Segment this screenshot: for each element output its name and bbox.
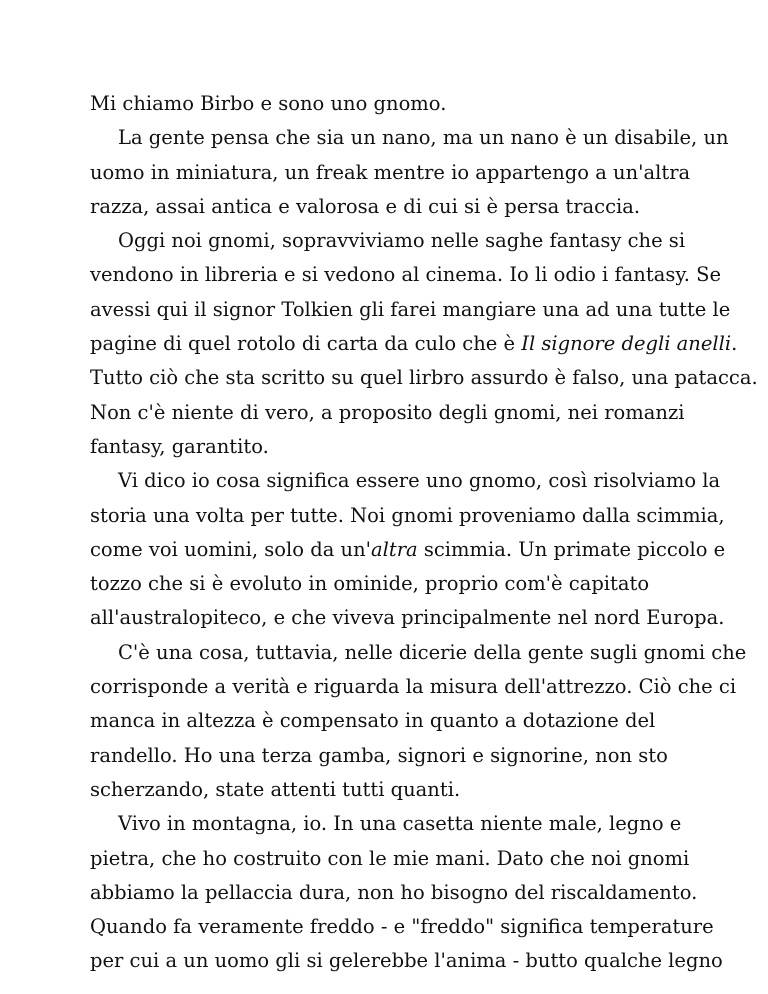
text-line <box>90 533 726 567</box>
text-line: Quando fa veramente freddo - e "freddo" significa temperature <box>90 915 714 939</box>
text-line: La gente pensa che sia un nano, ma un nano è un disabile, un <box>118 126 729 150</box>
text-line: razza, assai antica e valorosa e di cui si è persa traccia. <box>90 194 641 218</box>
book-title: Il signore degli anelli <box>521 332 732 356</box>
emphasis: altra <box>371 537 418 561</box>
paragraph <box>90 807 723 978</box>
text-line: tozzo che si è evoluto in ominide, proprio com'è capitato <box>90 572 650 596</box>
text-line: fantasy, garantito. <box>90 434 269 458</box>
text-segment: pagine di quel rotolo di carta da culo che è <box>90 332 522 356</box>
text-line <box>90 327 738 361</box>
text-line: storia una volta per tutte. Noi gnomi proveniamo dalla scimmia, <box>90 503 725 527</box>
document-page <box>90 87 758 979</box>
text-segment: scimmia. Un primate piccolo e <box>417 537 726 561</box>
text-line: vendono in libreria e si vedono al cinema. Io li odio i fantasy. Se <box>90 263 722 287</box>
text-line: avessi qui il signor Tolkien gli farei mangiare una ad una tutte le <box>90 297 731 321</box>
paragraph <box>90 636 747 807</box>
text-line: abbiamo la pellaccia dura, non ho bisogno del riscaldamento. <box>90 880 698 904</box>
text-line: randello. Ho una terza gamba, signori e signorine, non sto <box>90 743 668 767</box>
text-line: all'australopiteco, e che viveva principalmente nel nord Europa. <box>90 606 725 630</box>
text-line: Vivo in montagna, io. In una casetta niente male, legno e <box>118 812 682 836</box>
text-line: Mi chiamo Birbo e sono uno gnomo. <box>90 92 447 115</box>
text-line: per cui a un uomo gli si gelerebbe l'anima - butto qualche legno <box>90 949 723 973</box>
text-line: pietra, che ho costruito con le mie mani. Dato che noi gnomi <box>90 846 690 870</box>
text-segment: come voi uomini, solo da un' <box>90 537 372 561</box>
text-line: C'è una cosa, tuttavia, nelle dicerie della gente sugli gnomi che <box>118 640 747 664</box>
paragraph <box>90 464 726 635</box>
paragraph <box>90 121 729 224</box>
text-line: Tutto ciò che sta scritto su quel lirbro assurdo è falso, una patacca. <box>90 366 758 390</box>
text-line: manca in altezza è compensato in quanto a dotazione del <box>90 709 656 733</box>
text-line: Vi dico io cosa significa essere uno gnomo, così risolviamo la <box>118 469 721 493</box>
text-line: scherzando, state attenti tutti quanti. <box>90 777 461 801</box>
text-line: Oggi noi gnomi, sopravviviamo nelle saghe fantasy che si <box>118 229 686 253</box>
text-line: uomo in miniatura, un freak mentre io appartengo a un'altra <box>90 160 691 184</box>
text-segment: . <box>731 332 738 356</box>
text-line: corrisponde a verità e riguarda la misura dell'attrezzo. Ciò che ci <box>90 675 737 699</box>
paragraph <box>90 87 690 121</box>
text-line: Non c'è niente di vero, a proposito degli gnomi, nei romanzi <box>90 400 685 424</box>
paragraph <box>90 224 758 464</box>
